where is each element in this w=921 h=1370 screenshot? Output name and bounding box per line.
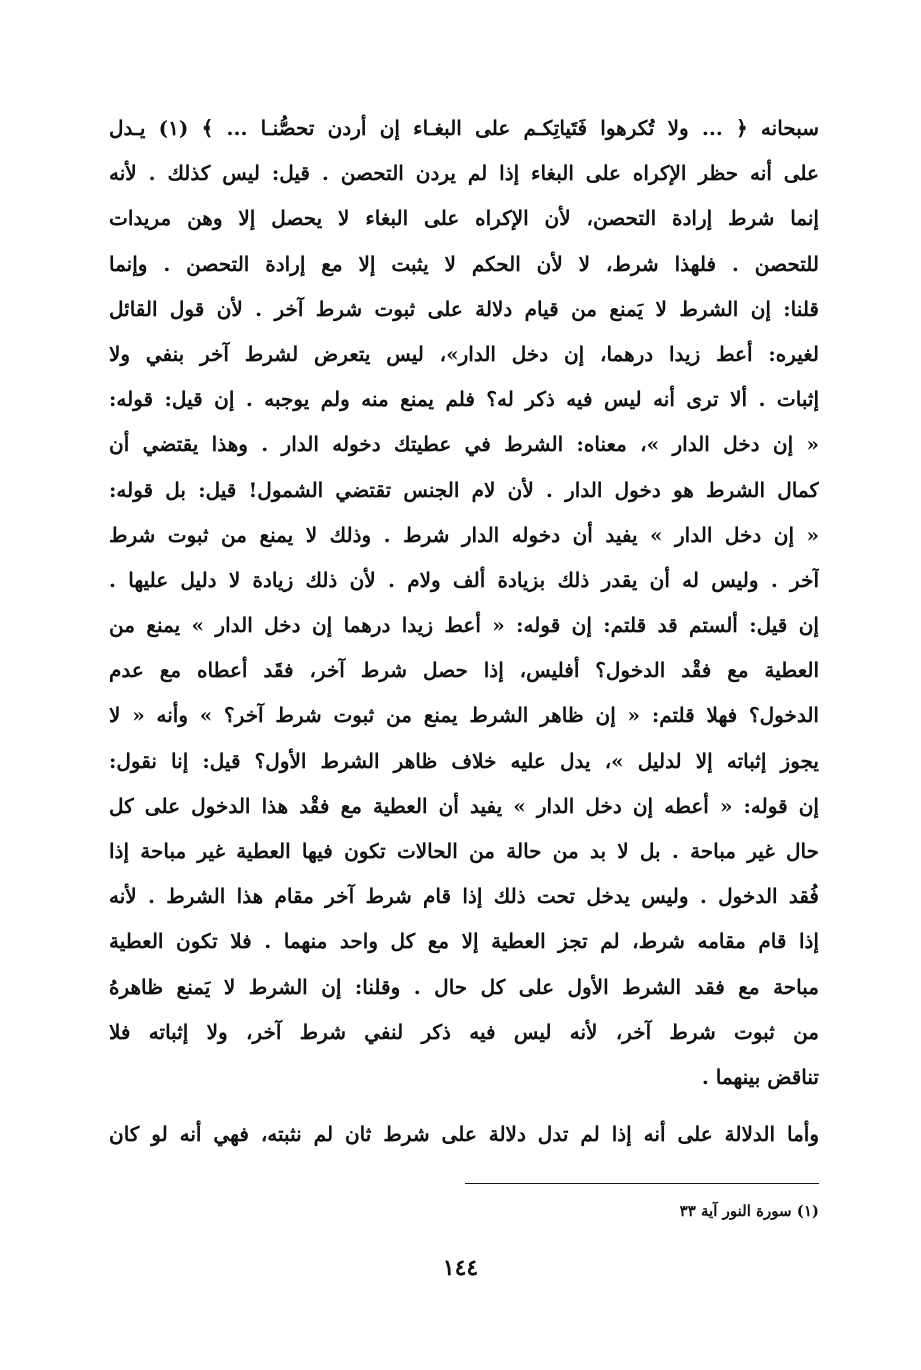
text-line: العطية مع فقْد الدخول؟ أفليس، إذا حصل شرط آخر، فقَد أعطاه مع عدم [109,658,819,683]
text-line-last: تناقض بينهما . [701,1064,819,1089]
footnote: (١) سورة النور آية ٣٣ [679,1202,819,1220]
text-line: من ثبوت شرط آخر، لأنه ليس فيه ذكر لنفي شرط آخر، ولا إثباته فلا [109,1019,819,1044]
text-line: حال غير مباحة . بل لا بد من حالة من الحالات تكون فيها العطية غير مباحة إذا [109,839,819,863]
text-line: آخر . وليس له أن يقدر ذلك بزيادة ألف ولام . لأن ذلك زيادة لا دليل عليها . [109,567,819,592]
main-paragraph [109,106,819,1100]
text-line: يجوز إثباته إلا لدليل »، يدل عليه خلاف ظاهر الشرط الأول؟ قيل: إنا نقول: [109,748,819,773]
text-line: مباحة مع فقد الشرط الأول على كل حال . وقلنا: إن الشرط لا يَمنع ظاهرهُ [109,974,819,999]
text-line: إن قوله: « أعطه إن دخل الدار » يفيد أن العطية مع فقْد هذا الدخول على كل [109,793,819,818]
text-line: لغيره: أعط زيدا درهما، إن دخل الدار»، ليس يتعرض لشرط آخر بنفي ولا [109,341,819,366]
page-number: ١٤٤ [442,1255,479,1281]
text-line: إنما شرط إرادة التحصن، لأن الإكراه على البغاء لا يحصل إلا وهن مريدات [109,206,819,231]
text-line: فُقد الدخول . وليس يدخل تحت ذلك إذا قام شرط آخر مقام هذا الشرط . لأنه [109,884,819,909]
text-line: الدخول؟ فهلا قلتم: « إن ظاهر الشرط يمنع من ثبوت شرط آخر؟ » وأنه « لا [109,703,819,728]
text-line: « إن دخل الدار »، معناه: الشرط في عطيتك دخوله الدار . وهذا يقتضي أن [109,432,819,457]
text-line: للتحصن . فلهذا شرط، لا لأن الحكم لا يثبت إلا مع إرادة التحصن . وإنما [109,251,819,276]
text-line: إثبات . ألا ترى أنه ليس فيه ذكر له؟ فلم يمنع منه ولم يوجبه . إن قيل: قوله: [109,387,819,412]
text-line: كمال الشرط هو دخول الدار . لأن لام الجنس تقتضي الشمول! قيل: بل قوله: [109,477,819,502]
second-paragraph [109,1112,819,1157]
text-line: وأما الدلالة على أنه إذا لم تدل دلالة على شرط ثان لم نثبته، فهي أنه لو كان [109,1122,819,1146]
text-line: « إن دخل الدار » يفيد أن دخوله الدار شرط . وذلك لا يمنع من ثبوت شرط [109,522,819,547]
footnote-divider [465,1183,819,1184]
text-line: إذا قام مقامه شرط، لم تجز العطية إلا مع كل واحد منهما . فلا تكون العطية [109,929,819,954]
text-line: على أنه حظر الإكراه على البغاء إذا لم يردن التحصن . قيل: ليس كذلك . لأنه [109,161,819,186]
text-line: قلنا: إن الشرط لا يَمنع من قيام دلالة على ثبوت شرط آخر . لأن قول القائل [109,296,819,321]
text-line: إن قيل: ألستم قد قلتم: إن قوله: « أعط زيدا درهما إن دخل الدار » يمنع من [109,613,819,638]
text-line: سبحانه ﴿ ... ولا تُكرهوا فَتَياتِكـم على البغـاء إن أردن تحصُّنـا ... ﴾ (١) يـدل [109,116,819,140]
